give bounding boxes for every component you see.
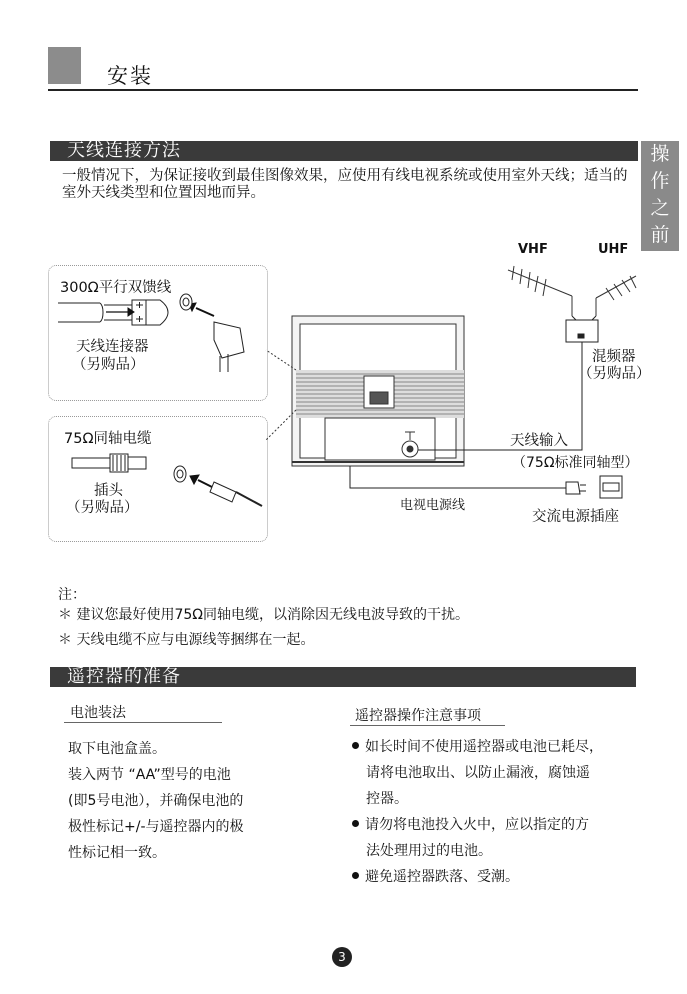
battery-line: 极性标记+/-与遥控器内的极 xyxy=(68,819,244,835)
bullet-icon xyxy=(352,742,359,749)
coax-cable-plug-icon xyxy=(72,454,146,472)
note-item: ＊ 建议您最好使用75Ω同轴电缆，以消除因无线电波导致的干扰。 xyxy=(58,607,469,623)
label-plug: 插头 xyxy=(94,483,123,499)
page-number: 3 xyxy=(332,947,352,967)
label-mixer-note: （另购品） xyxy=(578,366,651,382)
label-vhf: VHF xyxy=(518,242,548,257)
battery-heading: 电池装法 xyxy=(70,705,126,721)
label-antenna-input-note: （75Ω标准同轴型） xyxy=(512,455,639,471)
battery-instructions xyxy=(68,736,244,866)
bullet-icon xyxy=(352,820,359,827)
tv-rear-icon xyxy=(292,316,464,466)
intro-text: 一般情况下，为保证接收到最佳图像效果，应使用有线电视系统或使用室外天线；适当的室外天线类型和位置因地而异。 xyxy=(62,168,628,201)
connector-adapter-icon xyxy=(214,322,244,372)
power-outlet-icon xyxy=(600,476,622,498)
mixer-icon xyxy=(566,316,598,342)
cautions-heading: 遥控器操作注意事项 xyxy=(355,708,481,724)
caution-item: 请勿将电池投入火中，应以指定的方 法处理用过的电池。 xyxy=(352,812,652,864)
uhf-antenna-icon xyxy=(596,276,636,316)
section-title: 天线连接方法 xyxy=(67,140,181,161)
note-item: ＊ 天线电缆不应与电源线等捆绑在一起。 xyxy=(58,632,315,648)
arrow xyxy=(190,475,214,488)
battery-line: (即5号电池），并确保电池的 xyxy=(68,793,244,809)
section-title: 遥控器的准备 xyxy=(67,666,181,687)
label-75ohm-coax: 75Ω同轴电缆 xyxy=(64,431,152,447)
vhf-antenna-icon xyxy=(508,266,572,316)
side-tab-char: 之 xyxy=(650,197,670,219)
power-plug-icon xyxy=(566,482,586,494)
cautions-heading-underline xyxy=(350,725,505,726)
side-tab-char: 作 xyxy=(650,170,670,192)
label-mixer: 混频器 xyxy=(592,349,636,365)
side-tab-char: 操 xyxy=(650,143,670,165)
side-tab-char: 前 xyxy=(650,224,670,246)
bullet-icon xyxy=(352,872,359,879)
label-ac-outlet: 交流电源插座 xyxy=(532,509,619,525)
notes-title: 注： xyxy=(58,587,86,603)
label-power-cord: 电视电源线 xyxy=(400,498,466,513)
section-heading-remote xyxy=(50,667,636,687)
label-plug-note: （另购品） xyxy=(66,500,139,516)
antenna-connector-icon xyxy=(132,300,168,325)
battery-line: 取下电池盒盖。 xyxy=(68,741,166,757)
tv-antenna-socket-icon xyxy=(180,294,192,310)
cautions-list xyxy=(352,734,652,890)
label-300ohm: 300Ω平行双馈线 xyxy=(60,280,172,296)
battery-line: 装入两节 “AA”型号的电池 xyxy=(68,767,231,783)
battery-line: 性标记相一致。 xyxy=(68,845,166,861)
label-antenna-connector-note: （另购品） xyxy=(72,357,145,373)
page-title: 安装 xyxy=(107,64,153,88)
caution-item: 如长时间不使用遥控器或电池已耗尽， 请将电池取出、以防止漏液，腐蚀遥 控器。 xyxy=(352,734,652,812)
label-antenna-connector: 天线连接器 xyxy=(76,339,149,355)
caution-item: 避免遥控器跌落、受潮。 xyxy=(352,864,652,890)
battery-heading-underline xyxy=(64,722,222,723)
label-uhf: UHF xyxy=(598,242,629,257)
coax-plug-icon xyxy=(210,482,262,506)
coax-socket-icon xyxy=(174,466,186,482)
label-antenna-input: 天线输入 xyxy=(510,433,568,449)
